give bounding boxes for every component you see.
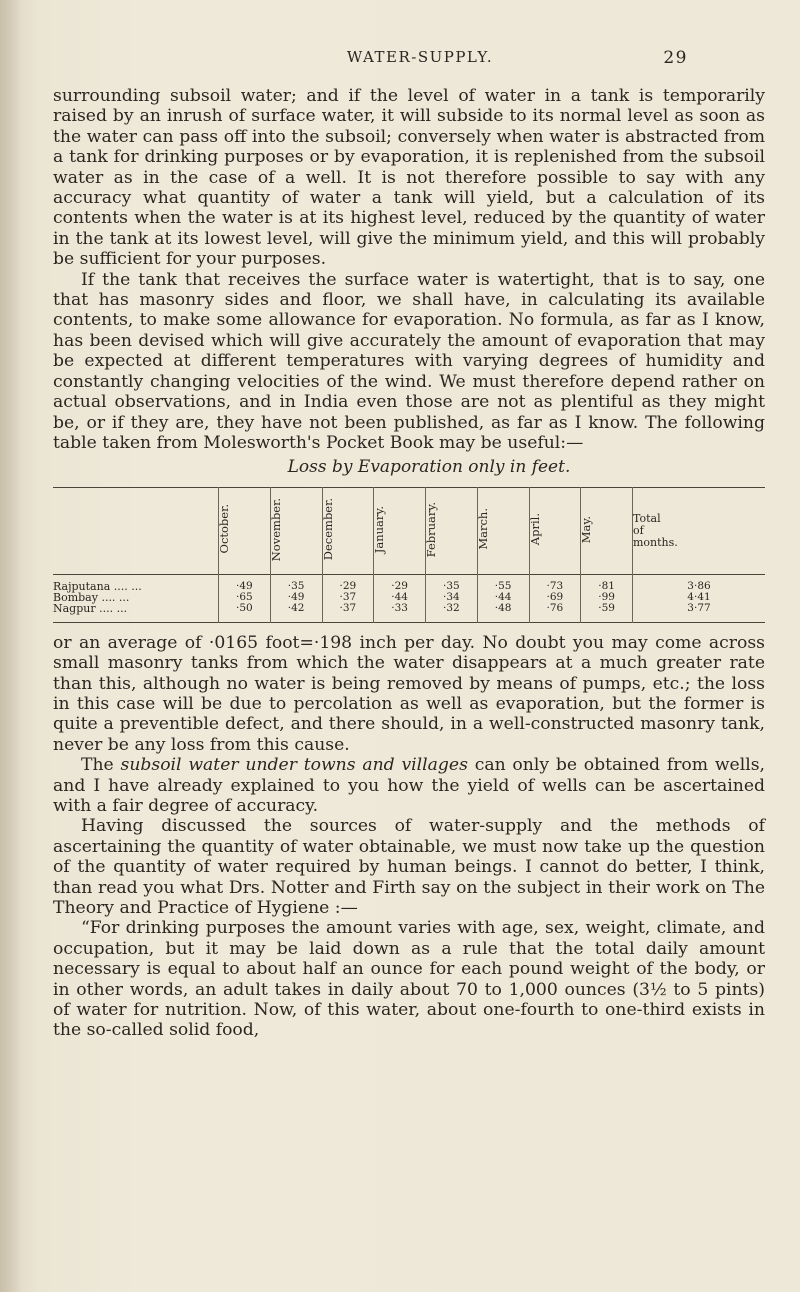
paragraph: or an average of ·0165 foot=·198 inch per day. No doubt you may come across small masonry tanks from which the water disappears at a much greater rate than this, although no water is being removed by means of pumps, etc.; the loss in this case will be due to percolation as well as evaporation, but the former is quite a preventible defect, and there should, in a well-constructed masonry tank, never be any loss from this cause. — [53, 632, 765, 755]
paragraph: Having discussed the sources of water-supply and the methods of ascertaining the quantity of water obtainable, we must now take up the question of the quantity of water required by human beings. I cannot do better, I think, than read you what Drs. Notter and Firth say on the subject in their work on The Theory and Practice of Hygiene :— — [53, 816, 765, 918]
value-cell: ·65 — [219, 592, 271, 603]
place-cell: Nagpur .... ... — [53, 601, 128, 615]
value-cell: ·81 — [581, 574, 633, 592]
value-cell: ·73 — [529, 574, 581, 592]
column-header: May. — [581, 487, 633, 574]
value-cell: ·35 — [270, 574, 322, 592]
paragraph: If the tank that receives the surface water is watertight, that is to say, one that has masonry sides and floor, we shall have, in calculating its available contents, to make some allowance for evaporation. No formula, as far as I know, has been devised which will give accurately the amount of evaporation that may be expected at different temperatures with varying degrees of humidity and constantly changing velocities of the wind. We must therefore depend rather on actual observations, and in India even those are not as plentiful as they might be, or if they are, they have not been published, as far as I know. The following table taken from Molesworth's Pocket Book may be useful:— — [53, 269, 765, 453]
paragraph: surrounding subsoil water; and if the level of water in a tank is temporarily raised by an inrush of surface water, it will subside to its normal level as soon as the water can pass off into the subsoil; conversely when water is abstracted from a tank for drinking purposes or by evaporation, it is replenished from the subsoil water as in the case of a well. It is not therefore possible to say with any accuracy what quantity of water a tank will yield, but a calculation of its contents when the water is at its highest level, reduced by the quantity of water in the tank at its lowest level, will give the minimum yield, and this will probably be sufficient for your purposes. — [53, 86, 765, 270]
body-text — [53, 86, 765, 1041]
paragraph: The subsoil water under towns and villages can only be obtained from wells, and I have already explained to you how the yield of wells can be ascertained with a fair degree of accuracy. — [53, 755, 766, 816]
value-cell: ·42 — [270, 603, 322, 623]
table-caption: Loss by Evaporation only in feet. — [287, 457, 571, 478]
place-column-header — [53, 487, 219, 574]
total-cell: 4·41 — [633, 592, 766, 603]
running-head — [0, 48, 800, 66]
value-cell: ·50 — [219, 603, 271, 623]
table-header-row — [53, 487, 765, 574]
value-cell: ·33 — [374, 603, 426, 623]
column-header: March. — [477, 487, 529, 574]
total-cell: 3·77 — [633, 603, 766, 623]
value-cell: ·99 — [581, 592, 633, 603]
value-cell: ·29 — [322, 574, 374, 592]
value-cell: ·35 — [426, 574, 478, 592]
column-header: December. — [322, 487, 374, 574]
value-cell: ·37 — [322, 592, 374, 603]
page-number: 29 — [663, 48, 688, 68]
value-cell: ·44 — [374, 592, 426, 603]
value-cell: ·29 — [374, 574, 426, 592]
column-header: February. — [426, 487, 478, 574]
value-cell: ·34 — [426, 592, 478, 603]
value-cell: ·55 — [477, 574, 529, 592]
column-header: November. — [270, 487, 322, 574]
value-cell: ·32 — [426, 603, 478, 623]
value-cell: ·49 — [270, 592, 322, 603]
column-header: October. — [219, 487, 271, 574]
running-title: WATER-SUPPLY. — [346, 48, 494, 66]
column-header: January. — [374, 487, 426, 574]
italic-phrase: subsoil water under towns and villages — [120, 755, 468, 776]
paragraph: “For drinking purposes the amount varies with age, sex, weight, climate, and occupation, but it may be laid down as a rule that the total daily amount necessary is equal to about half an ounce for each pound weight of the body, or in other words, an adult takes in daily about 70 to 1,000 ounces (3½ to 5 pints) of water for nutrition. Now, of this water, about one-fourth to one-third exists in the so-called solid food, — [53, 918, 765, 1041]
value-cell: ·59 — [581, 603, 633, 623]
value-cell: ·69 — [529, 592, 581, 603]
place-cell: Bombay .... ... — [53, 590, 130, 604]
binding-shadow — [0, 0, 22, 1292]
table-row — [53, 603, 765, 623]
value-cell: ·48 — [477, 603, 529, 623]
table-row — [53, 574, 765, 592]
value-cell: ·44 — [477, 592, 529, 603]
value-cell: ·76 — [529, 603, 581, 623]
place-cell: Rajputana .... ... — [53, 579, 142, 593]
value-cell: ·49 — [219, 574, 271, 592]
column-header: April. — [529, 487, 581, 574]
total-cell: 3·86 — [633, 574, 766, 592]
table-row — [53, 592, 765, 603]
value-cell: ·37 — [322, 603, 374, 623]
total-column-header: Total of months. — [633, 487, 766, 574]
evaporation-table — [53, 487, 765, 623]
